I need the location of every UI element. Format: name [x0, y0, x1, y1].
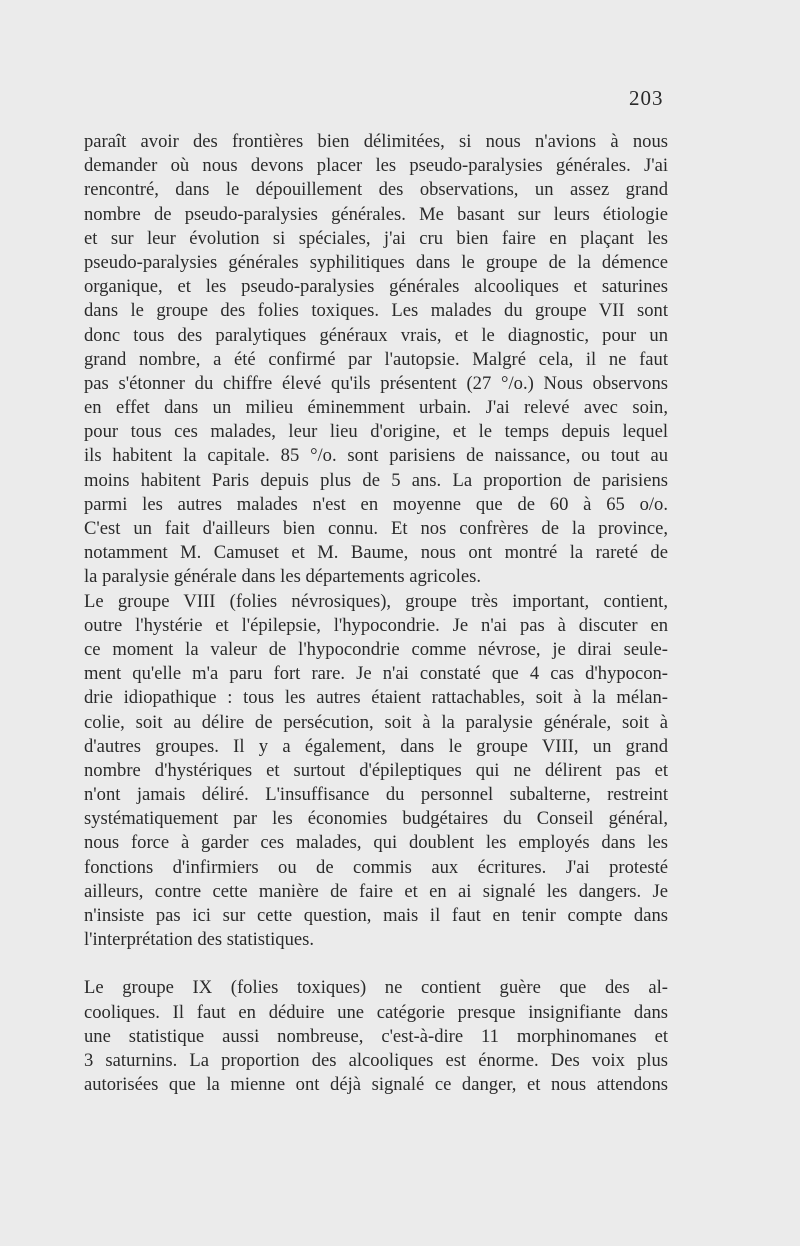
text-line: autorisées que la mienne ont déjà signalé ce danger, et nous attendons [84, 1074, 668, 1096]
text-line: ment qu'elle m'a paru fort rare. Je n'ai constaté que 4 cas d'hypocon- [84, 663, 668, 685]
text-line: pour tous ces malades, leur lieu d'origine, et le temps depuis lequel [84, 421, 668, 443]
text-line: l'interprétation des statistiques. [84, 929, 315, 951]
text-line: en effet dans un milieu éminemment urbain. J'ai relevé avec soin, [84, 397, 668, 419]
text-line: pas s'étonner du chiffre élevé qu'ils présentent (27 °/o.) Nous observons [84, 372, 668, 394]
text-line: systématiquement par les économies budgétaires du Conseil général, [84, 808, 668, 830]
text-line: pseudo-paralysies générales syphilitiques dans le groupe de la démence [84, 251, 668, 273]
text-line: C'est un fait d'ailleurs bien connu. Et nos confrères de la province, [84, 518, 668, 539]
text-line: Le groupe IX (folies toxiques) ne contient guère que des al- [84, 977, 668, 999]
paragraph-1 [84, 130, 668, 590]
text-line: notamment M. Camuset et M. Baume, nous ont montré la rareté de [84, 542, 668, 564]
text-line: drie idiopathique : tous les autres étaient rattachables, soit à la mélan- [84, 687, 668, 709]
text-line: nous force à garder ces malades, qui doublent les employés dans les [84, 832, 668, 854]
text-line: 3 saturnins. La proportion des alcooliques est énorme. Des voix plus [84, 1049, 668, 1071]
text-line: moins habitent Paris depuis plus de 5 ans. La proportion de parisiens [84, 469, 668, 491]
text-line: nombre de pseudo-paralysies générales. Me basant sur leurs étiologie [84, 203, 668, 225]
text-line: colie, soit au délire de persécution, soit à la paralysie générale, soit à [84, 711, 668, 733]
text-line: demander où nous devons placer les pseudo-paralysies générales. J'ai [84, 155, 668, 177]
text-line: ce moment la valeur de l'hypocondrie comme névrose, je dirai seule- [84, 638, 668, 660]
body-text [84, 130, 668, 1097]
text-line: ils habitent la capitale. 85 °/o. sont parisiens de naissance, ou tout au [84, 445, 668, 467]
text-line: ailleurs, contre cette manière de faire et en ai signalé les dangers. Je [84, 880, 668, 902]
text-line: Le groupe VIII (folies névrosiques), groupe très important, contient, [84, 590, 668, 612]
paragraph-spacer [84, 952, 668, 976]
paragraph-3 [84, 976, 668, 1097]
text-line: organique, et les pseudo-paralysies générales alcooliques et saturines [84, 276, 668, 298]
text-line: nombre d'hystériques et surtout d'épileptiques qui ne délirent pas et [84, 759, 668, 781]
text-line: cooliques. Il faut en déduire une catégorie presque insignifiante dans [84, 1001, 668, 1023]
text-line: une statistique aussi nombreuse, c'est-à-dire 11 morphinomanes et [84, 1025, 668, 1047]
text-line: grand nombre, a été confirmé par l'autopsie. Malgré cela, il ne faut [84, 348, 668, 370]
text-line: dans le groupe des folies toxiques. Les malades du groupe VII sont [84, 300, 668, 322]
text-line: d'autres groupes. Il y a également, dans le groupe VIII, un grand [84, 735, 668, 757]
text-line: paraît avoir des frontières bien délimitées, si nous n'avions à nous [84, 131, 668, 152]
text-line: n'insiste pas ici sur cette question, mais il faut en tenir compte dans [84, 905, 668, 926]
text-line: outre l'hystérie et l'épilepsie, l'hypocondrie. Je n'ai pas à discuter en [84, 614, 668, 636]
text-line: rencontré, dans le dépouillement des observations, un assez grand [84, 179, 668, 201]
paragraph-2 [84, 590, 668, 953]
text-line: la paralysie générale dans les départements agricoles. [84, 566, 482, 588]
text-line: donc tous des paralytiques généraux vrais, et le diagnostic, pour un [84, 324, 668, 346]
text-line: n'ont jamais déliré. L'insuffisance du personnel subalterne, restreint [84, 784, 668, 806]
text-line: fonctions d'infirmiers ou de commis aux écritures. J'ai protesté [84, 856, 668, 878]
page-number: 203 [629, 86, 664, 110]
text-line: et sur leur évolution si spéciales, j'ai cru bien faire en plaçant les [84, 227, 668, 249]
text-line: parmi les autres malades n'est en moyenne que de 60 à 65 o/o. [84, 493, 668, 515]
